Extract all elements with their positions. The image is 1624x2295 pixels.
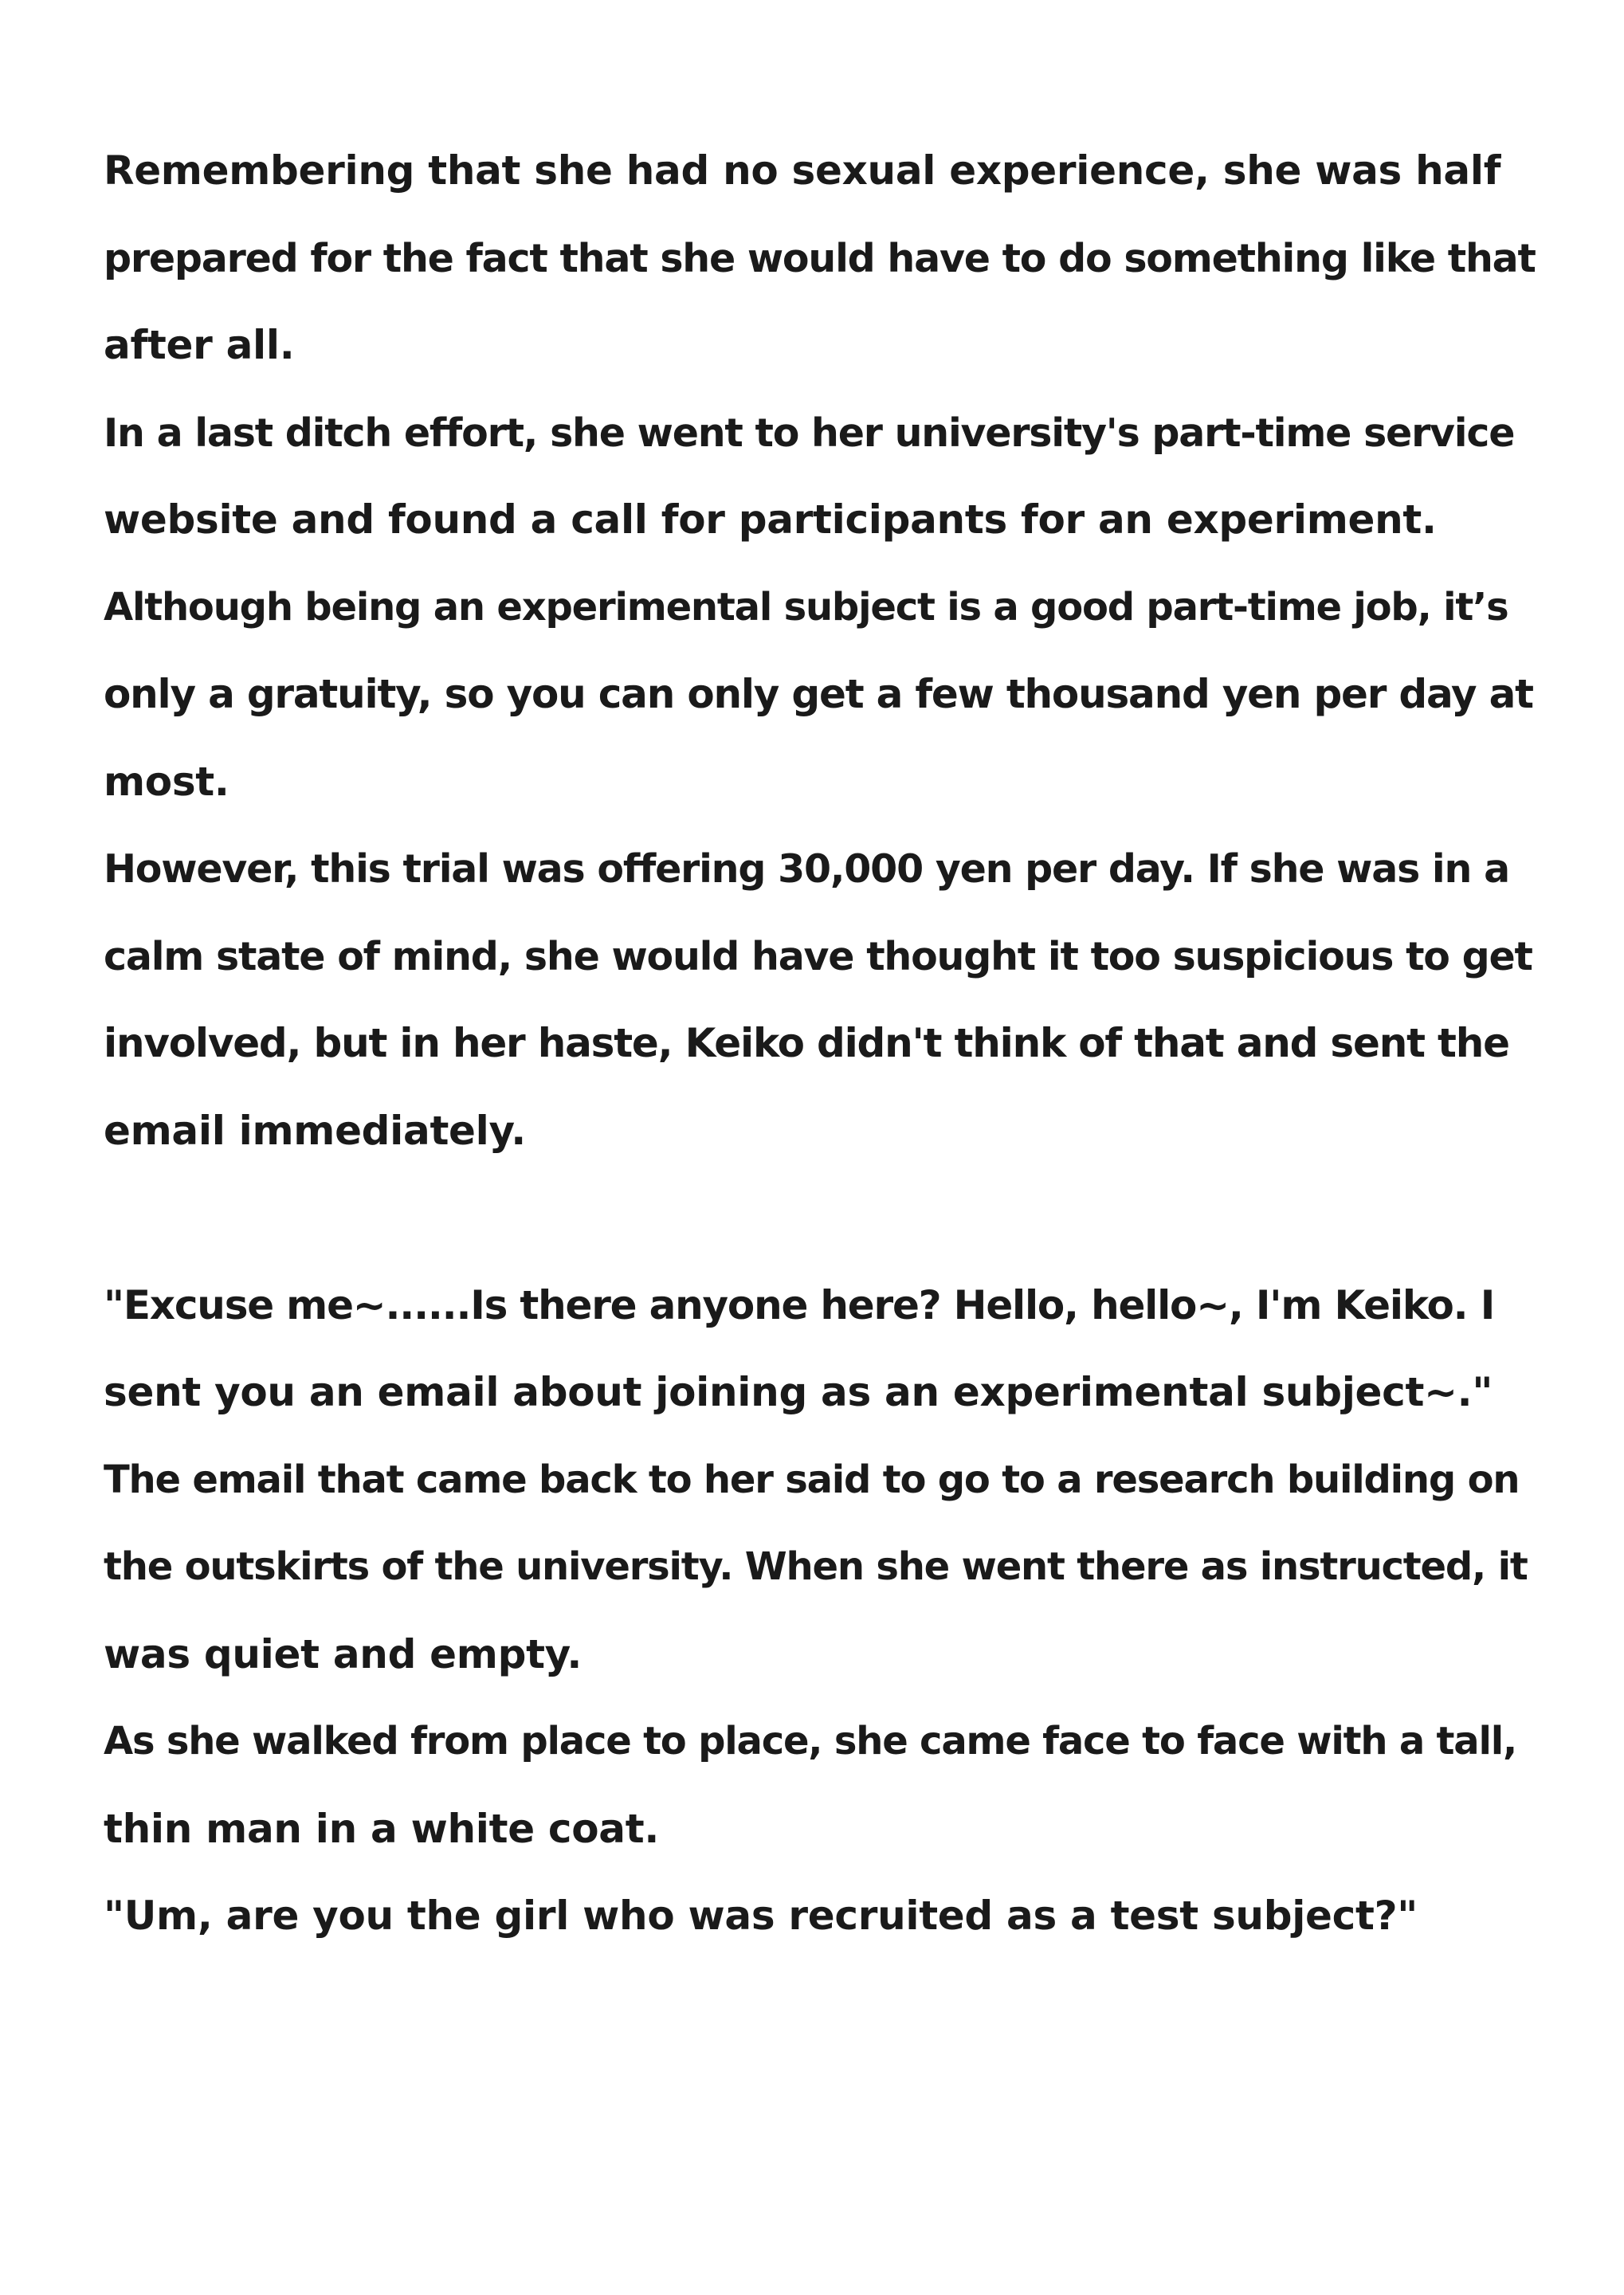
text-line: email immediately. [104, 1107, 526, 1154]
text-line: after all. [104, 322, 295, 368]
paragraph-gap [104, 1175, 1538, 1262]
text-line: In a last ditch effort, she went to her university's part-time service [104, 410, 1515, 456]
text-line: website and found a call for participants for an experiment. [104, 496, 1437, 543]
text-line: was quiet and empty. [104, 1630, 583, 1677]
text-line: Although being an experimental subject is a good part-time job, it’s [104, 584, 1508, 630]
text-line: the outskirts of the university. When she went there as instructed, it [104, 1544, 1528, 1589]
text-line: "Um, are you the girl who was recruited as a test subject?" [104, 1893, 1418, 1939]
text-line: thin man in a white coat. [104, 1805, 660, 1852]
paragraph-1 [104, 128, 1538, 390]
text-line: The email that came back to her said to go to a research building on [104, 1457, 1520, 1502]
text-line: prepared for the fact that she would have to do something like that [104, 235, 1536, 281]
text-line: sent you an email about joining as an experimental subject~." [104, 1369, 1493, 1415]
text-line: As she walked from place to place, she came face to face with a tall, [104, 1719, 1517, 1763]
text-line: However, this trial was offering 30,000 yen per day. If she was in a [104, 846, 1509, 892]
paragraph-5 [104, 1262, 1538, 1437]
paragraph-2 [104, 390, 1538, 564]
paragraph-3 [104, 564, 1538, 826]
text-line: calm state of mind, she would have thought it too suspicious to get [104, 933, 1532, 979]
text-line: Remembering that she had no sexual experience, she was half [104, 147, 1501, 194]
paragraph-8 [104, 1873, 1538, 1960]
paragraph-4 [104, 826, 1538, 1175]
story-text [104, 128, 1538, 1960]
text-line: involved, but in her haste, Keiko didn't think of that and sent the [104, 1020, 1509, 1066]
text-line: "Excuse me~......Is there anyone here? Hello, hello~, I'm Keiko. I [104, 1281, 1495, 1328]
text-line: only a gratuity, so you can only get a few thousand yen per day at [104, 671, 1533, 717]
paragraph-6 [104, 1437, 1538, 1699]
paragraph-7 [104, 1698, 1538, 1873]
text-line: most. [104, 758, 229, 805]
